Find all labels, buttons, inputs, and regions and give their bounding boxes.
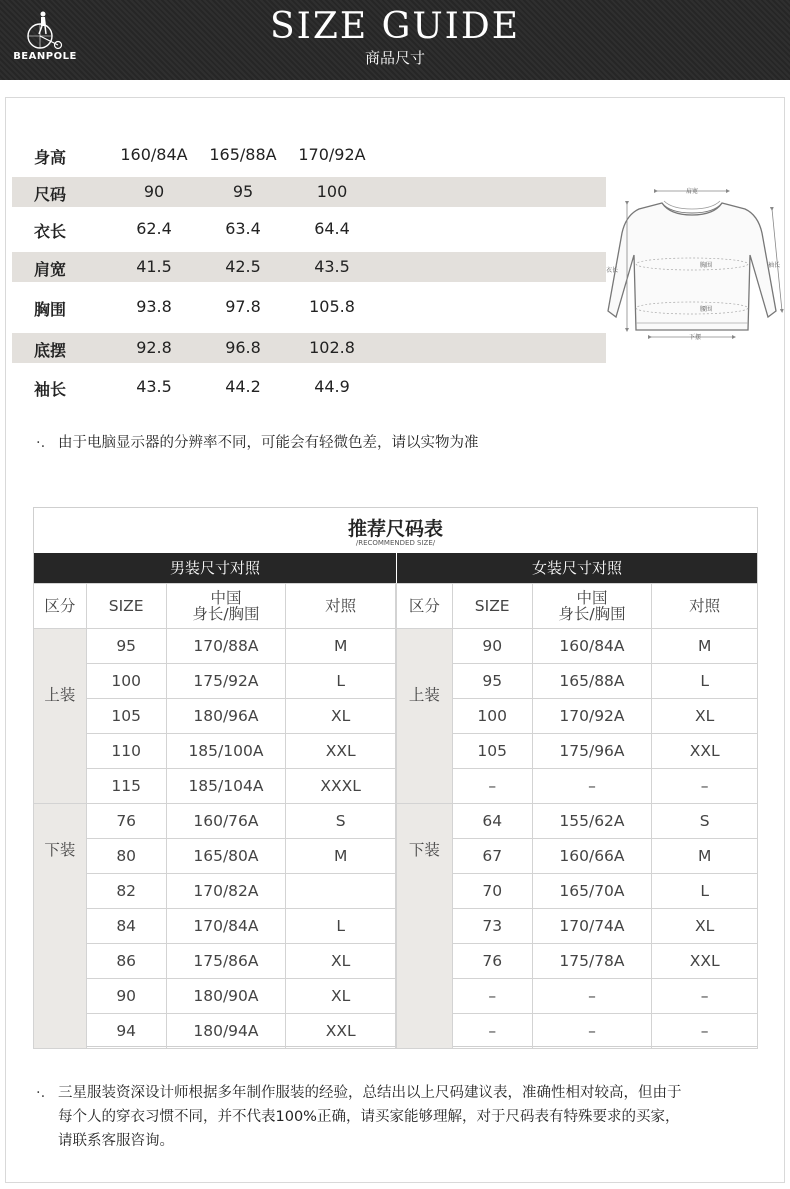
table-cell bbox=[286, 874, 396, 909]
table-cell: – bbox=[652, 769, 758, 804]
table-cell: 155/62A bbox=[532, 804, 652, 839]
table-cell: 105 bbox=[86, 699, 166, 734]
table-cell: 76 bbox=[452, 944, 532, 979]
sizing-disclaimer bbox=[36, 1081, 682, 1153]
table-row bbox=[34, 734, 396, 769]
table-cell: XL bbox=[652, 699, 758, 734]
table-cell: – bbox=[532, 769, 652, 804]
table-cell: 73 bbox=[452, 909, 532, 944]
table-cell: XXXL bbox=[286, 769, 396, 804]
col-compare: 对照 bbox=[652, 584, 758, 629]
note-bullet: ·. bbox=[36, 435, 46, 451]
men-bottom-label: 下装 bbox=[34, 804, 87, 1049]
table-cell: 100 bbox=[452, 699, 532, 734]
rec-subtitle: /RECOMMENDED SIZE/ bbox=[355, 539, 436, 547]
table-cell: – bbox=[452, 979, 532, 1014]
men-size-table bbox=[33, 583, 396, 1049]
note-bullet: ·. bbox=[36, 1085, 46, 1101]
table-cell: 82 bbox=[86, 874, 166, 909]
table-cell: S bbox=[286, 804, 396, 839]
note-text: 由于电脑显示器的分辨率不同，可能会有轻微色差，请以实物为准 bbox=[58, 435, 479, 451]
table-cell: 175/96A bbox=[532, 734, 652, 769]
table-cell: XL bbox=[286, 699, 396, 734]
col-china-line2: 身长/胸围 bbox=[558, 605, 626, 623]
size-chart-row bbox=[12, 292, 606, 322]
row-value: 95 bbox=[232, 182, 254, 201]
label-length: 衣长 bbox=[605, 267, 619, 274]
note-line: 三星服装资深设计师根据多年制作服装的经验，总结出以上尺码建议表，准确性相对较高，但由于 bbox=[58, 1085, 682, 1101]
size-chart-row bbox=[12, 252, 606, 282]
table-cell: 84 bbox=[86, 909, 166, 944]
row-value: 44.9 bbox=[314, 377, 350, 396]
size-chart-row bbox=[12, 333, 606, 363]
table-cell: 170/88A bbox=[166, 629, 286, 664]
women-bottom-label: 下装 bbox=[397, 804, 453, 1049]
table-row bbox=[34, 944, 396, 979]
recommended-size-table bbox=[33, 507, 758, 1047]
table-row bbox=[34, 909, 396, 944]
col-china-line2: 身长/胸围 bbox=[192, 605, 260, 623]
table-header-row bbox=[34, 584, 396, 629]
table-cell: – bbox=[452, 769, 532, 804]
table-cell: 95 bbox=[86, 629, 166, 664]
col-china-line1: 中国 bbox=[576, 588, 608, 607]
men-section-header: 男装尺寸对照 bbox=[34, 553, 396, 583]
garment-measurement-diagram bbox=[600, 183, 785, 343]
table-row bbox=[34, 839, 396, 874]
row-value: 42.5 bbox=[225, 257, 261, 276]
row-value: 96.8 bbox=[225, 338, 261, 357]
table-header-row bbox=[397, 584, 758, 629]
table-row bbox=[34, 979, 396, 1014]
row-label: 胸围 bbox=[34, 300, 67, 319]
size-chart-row bbox=[12, 372, 606, 402]
table-cell: XXL bbox=[286, 734, 396, 769]
table-cell: 90 bbox=[452, 629, 532, 664]
table-cell: 170/92A bbox=[532, 699, 652, 734]
table-cell: 180/96A bbox=[166, 699, 286, 734]
table-row bbox=[397, 804, 758, 839]
height-label: 身高 bbox=[34, 148, 67, 167]
row-value: 90 bbox=[143, 182, 165, 201]
table-cell: 175/78A bbox=[532, 944, 652, 979]
note-line: 请联系客服咨询。 bbox=[58, 1133, 174, 1149]
table-cell: XL bbox=[286, 944, 396, 979]
table-cell: 170/74A bbox=[532, 909, 652, 944]
table-cell: 94 bbox=[86, 1014, 166, 1049]
table-row bbox=[397, 629, 758, 664]
note-line: 每个人的穿衣习惯不同，并不代表100%正确，请买家能够理解，对于尺码表有特殊要求的买家， bbox=[58, 1109, 680, 1125]
table-cell: 165/80A bbox=[166, 839, 286, 874]
row-value: 44.2 bbox=[225, 377, 261, 396]
women-section-header: 女装尺寸对照 bbox=[397, 553, 757, 583]
size-chart-header-row bbox=[12, 140, 606, 170]
table-cell: – bbox=[652, 1014, 758, 1049]
row-value: 100 bbox=[316, 182, 348, 201]
table-cell: 86 bbox=[86, 944, 166, 979]
table-cell: – bbox=[652, 979, 758, 1014]
col-size: SIZE bbox=[452, 584, 532, 629]
table-cell: – bbox=[532, 979, 652, 1014]
table-cell: M bbox=[652, 629, 758, 664]
height-col-2: 165/88A bbox=[209, 145, 277, 164]
table-cell: S bbox=[652, 804, 758, 839]
brand-name: BEANPOLE bbox=[13, 51, 77, 62]
table-cell: 165/70A bbox=[532, 874, 652, 909]
table-cell: 185/100A bbox=[166, 734, 286, 769]
row-value: 43.5 bbox=[314, 257, 350, 276]
table-cell: – bbox=[532, 1014, 652, 1049]
table-cell: XL bbox=[286, 979, 396, 1014]
table-cell: 90 bbox=[86, 979, 166, 1014]
table-cell: L bbox=[652, 664, 758, 699]
table-cell: 170/82A bbox=[166, 874, 286, 909]
row-value: 63.4 bbox=[225, 219, 261, 238]
table-cell: XXL bbox=[652, 734, 758, 769]
page-header bbox=[0, 0, 790, 80]
men-top-label: 上装 bbox=[34, 629, 87, 804]
col-compare: 对照 bbox=[286, 584, 396, 629]
height-col-3: 170/92A bbox=[298, 145, 366, 164]
table-cell: 67 bbox=[452, 839, 532, 874]
table-row bbox=[34, 1014, 396, 1049]
table-cell: 170/84A bbox=[166, 909, 286, 944]
table-cell: L bbox=[652, 874, 758, 909]
table-row bbox=[34, 664, 396, 699]
row-value: 93.8 bbox=[136, 297, 172, 316]
table-cell: 110 bbox=[86, 734, 166, 769]
col-china bbox=[166, 584, 286, 629]
table-cell: M bbox=[286, 629, 396, 664]
rec-title: 推荐尺码表 bbox=[347, 518, 443, 540]
table-cell: 95 bbox=[452, 664, 532, 699]
row-value: 41.5 bbox=[136, 257, 172, 276]
height-col-1: 160/84A bbox=[120, 145, 188, 164]
table-cell: 185/104A bbox=[166, 769, 286, 804]
page-title: SIZE GUIDE bbox=[269, 6, 521, 47]
table-cell: 175/86A bbox=[166, 944, 286, 979]
label-shoulder: 肩宽 bbox=[685, 188, 699, 195]
table-cell: XXL bbox=[286, 1014, 396, 1049]
table-cell: 70 bbox=[452, 874, 532, 909]
table-cell: 115 bbox=[86, 769, 166, 804]
table-row bbox=[34, 629, 396, 664]
row-value: 92.8 bbox=[136, 338, 172, 357]
table-row bbox=[34, 699, 396, 734]
table-cell: XL bbox=[652, 909, 758, 944]
table-cell: 100 bbox=[86, 664, 166, 699]
table-cell: – bbox=[452, 1014, 532, 1049]
row-value: 105.8 bbox=[309, 297, 355, 316]
table-cell: 160/66A bbox=[532, 839, 652, 874]
row-value: 62.4 bbox=[136, 219, 172, 238]
table-cell: XXL bbox=[652, 944, 758, 979]
row-value: 43.5 bbox=[136, 377, 172, 396]
table-row bbox=[34, 769, 396, 804]
table-cell: M bbox=[652, 839, 758, 874]
row-label: 袖长 bbox=[34, 380, 67, 399]
table-cell: 165/88A bbox=[532, 664, 652, 699]
row-value: 64.4 bbox=[314, 219, 350, 238]
table-row bbox=[34, 874, 396, 909]
row-value: 97.8 bbox=[225, 297, 261, 316]
table-cell: 105 bbox=[452, 734, 532, 769]
row-label: 尺码 bbox=[34, 185, 67, 204]
table-cell: 180/94A bbox=[166, 1014, 286, 1049]
row-value: 102.8 bbox=[309, 338, 355, 357]
col-cat: 区分 bbox=[397, 584, 453, 629]
col-china bbox=[532, 584, 652, 629]
color-note bbox=[36, 431, 479, 452]
col-china-line1: 中国 bbox=[210, 588, 242, 607]
col-size: SIZE bbox=[86, 584, 166, 629]
table-cell: 76 bbox=[86, 804, 166, 839]
label-hem: 下摆 bbox=[688, 334, 702, 341]
table-cell: L bbox=[286, 664, 396, 699]
label-sleeve: 袖长 bbox=[767, 262, 781, 269]
table-cell: 80 bbox=[86, 839, 166, 874]
table-cell: M bbox=[286, 839, 396, 874]
table-cell: 64 bbox=[452, 804, 532, 839]
women-top-label: 上装 bbox=[397, 629, 453, 804]
women-size-table bbox=[396, 583, 758, 1049]
page-subtitle: 商品尺寸 bbox=[364, 49, 425, 67]
row-label: 衣长 bbox=[34, 222, 67, 241]
table-cell: 160/84A bbox=[532, 629, 652, 664]
table-cell: L bbox=[286, 909, 396, 944]
col-cat: 区分 bbox=[34, 584, 87, 629]
sweater-diagram-icon bbox=[600, 183, 785, 343]
table-cell: 180/90A bbox=[166, 979, 286, 1014]
table-cell: 175/92A bbox=[166, 664, 286, 699]
size-chart-row bbox=[12, 177, 606, 207]
table-row bbox=[34, 804, 396, 839]
table-cell: 160/76A bbox=[166, 804, 286, 839]
size-chart-row bbox=[12, 214, 606, 244]
row-label: 肩宽 bbox=[34, 260, 67, 279]
row-label: 底摆 bbox=[34, 341, 67, 360]
label-chest: 胸围 bbox=[699, 262, 713, 269]
label-waist: 腰围 bbox=[699, 306, 713, 313]
